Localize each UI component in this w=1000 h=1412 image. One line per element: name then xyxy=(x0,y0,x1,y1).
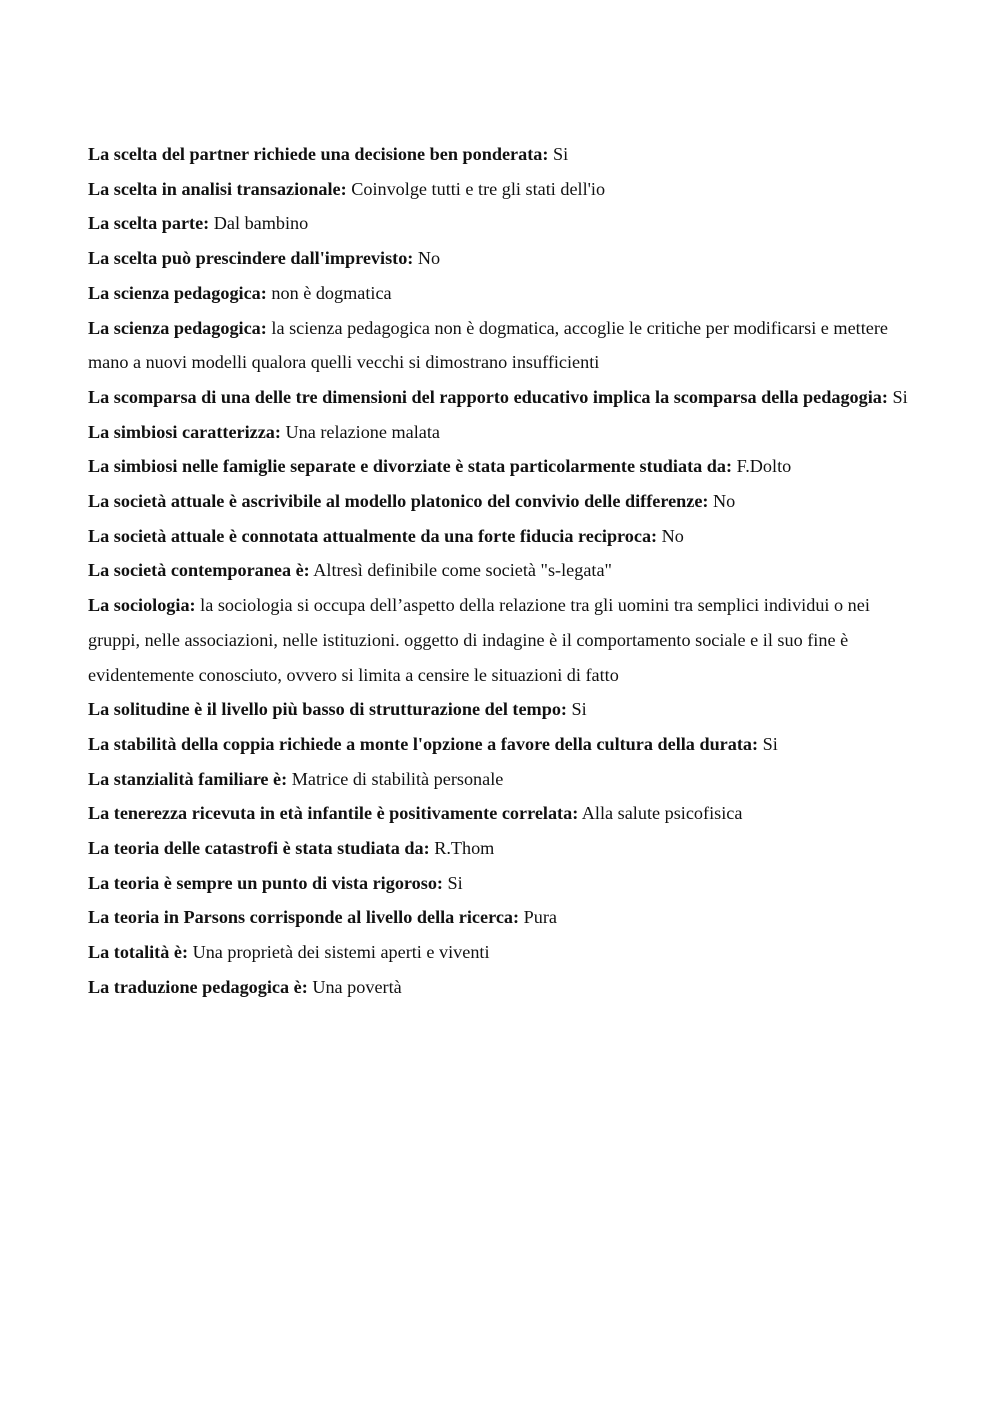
answer: Dal bambino xyxy=(213,213,309,234)
answer: Coinvolge tutti e tre gli stati dell'io xyxy=(351,178,606,199)
answer: Si xyxy=(447,872,463,893)
question: La scelta in analisi transazionale: xyxy=(88,178,347,199)
question: La stanzialità familiare è: xyxy=(88,768,288,789)
qa-entry xyxy=(88,727,918,762)
qa-entry xyxy=(88,380,918,415)
qa-entry xyxy=(88,553,918,588)
question: La simbiosi caratterizza: xyxy=(88,421,281,442)
qa-entry xyxy=(88,692,918,727)
answer: la scienza pedagogica non è dogmatica, accoglie le critiche per modificarsi e mettere mano a nuovi modelli qualora quelli vecchi si dimostrano insufficienti xyxy=(88,317,888,373)
question: La scienza pedagogica: xyxy=(88,282,267,303)
answer: non è dogmatica xyxy=(271,282,392,303)
question: La scelta parte: xyxy=(88,213,210,234)
qa-entry xyxy=(88,935,918,970)
qa-entry xyxy=(88,276,918,311)
qa-entry xyxy=(88,311,918,380)
answer: Alla salute psicofisica xyxy=(581,803,743,824)
qa-entry xyxy=(88,206,918,241)
question: La traduzione pedagogica è: xyxy=(88,976,308,997)
answer: Si xyxy=(892,386,908,407)
qa-entry xyxy=(88,970,918,1005)
question: La tenerezza ricevuta in età infantile è positivamente correlata: xyxy=(88,803,579,824)
answer: No xyxy=(417,248,441,269)
question: La società attuale è connotata attualmente da una forte fiducia reciproca: xyxy=(88,525,658,546)
qa-entry xyxy=(88,866,918,901)
question: La teoria in Parsons corrisponde al livello della ricerca: xyxy=(88,907,520,928)
qa-entry xyxy=(88,241,918,276)
qa-entry xyxy=(88,484,918,519)
answer: la sociologia si occupa dell’aspetto della relazione tra gli uomini tra semplici individui o nei gruppi, nelle associazioni, nelle istituzioni. oggetto di indagine è il comportamento sociale e il suo fine è evidentemente conosciuto, ovvero si limita a censire le situazioni di fatto xyxy=(88,595,870,685)
question: La teoria delle catastrofi è stata studiata da: xyxy=(88,838,430,859)
qa-entry xyxy=(88,172,918,207)
answer: No xyxy=(661,525,684,546)
question: La scelta può prescindere dall'imprevisto: xyxy=(88,248,414,269)
question: La società attuale è ascrivibile al modello platonico del convivio delle differenze: xyxy=(88,491,709,512)
answer: No xyxy=(713,491,736,512)
question: La simbiosi nelle famiglie separate e divorziate è stata particolarmente studiata da: xyxy=(88,456,733,477)
qa-entry xyxy=(88,415,918,450)
qa-entry xyxy=(88,137,918,172)
answer: Si xyxy=(571,699,587,720)
qa-entry xyxy=(88,449,918,484)
question: La scelta del partner richiede una decisione ben ponderata: xyxy=(88,144,549,164)
qa-entry xyxy=(88,519,918,554)
answer: Matrice di stabilità personale xyxy=(291,768,504,789)
answer: F.Dolto xyxy=(736,456,792,477)
answer: Si xyxy=(762,733,778,754)
question: La società contemporanea è: xyxy=(88,560,310,581)
answer: R.Thom xyxy=(434,838,495,859)
qa-entry xyxy=(88,588,918,692)
question: La totalità è: xyxy=(88,942,189,963)
answer: Una relazione malata xyxy=(285,421,440,442)
answer: Pura xyxy=(523,907,557,928)
answer: Si xyxy=(552,144,569,164)
question: La scomparsa di una delle tre dimensioni del rapporto educativo implica la scomparsa della pedagogia: xyxy=(88,386,888,407)
question: La scienza pedagogica: xyxy=(88,317,267,338)
answer: Una povertà xyxy=(312,976,402,997)
question: La sociologia: xyxy=(88,595,196,616)
qa-entry xyxy=(88,831,918,866)
answer: Una proprietà dei sistemi aperti e viventi xyxy=(192,942,490,963)
qa-list xyxy=(88,137,918,1005)
question: La teoria è sempre un punto di vista rigoroso: xyxy=(88,872,443,893)
question: La stabilità della coppia richiede a monte l'opzione a favore della cultura della durata: xyxy=(88,733,759,754)
question: La solitudine è il livello più basso di strutturazione del tempo: xyxy=(88,699,567,720)
qa-entry xyxy=(88,762,918,797)
qa-entry xyxy=(88,796,918,831)
answer: Altresì definibile come società "s-legata" xyxy=(313,560,612,581)
qa-entry xyxy=(88,900,918,935)
